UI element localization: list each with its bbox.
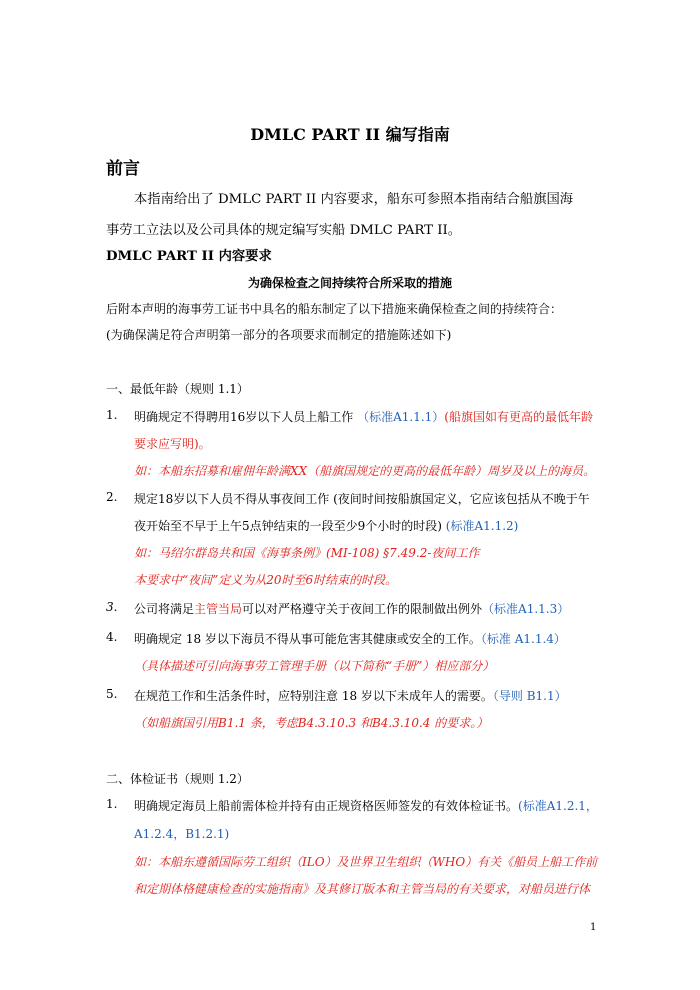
- s2-item-1-example-1: 如：本船东遵循国际劳工组织（ILO）及世界卫生组织（WHO）有关《船员上船工作前: [134, 855, 598, 869]
- s1-item-2-ref: (标准A1.1.2): [441, 519, 519, 533]
- page-number: 1: [590, 922, 597, 933]
- preface-line-1: 本指南给出了 DMLC PART II 内容要求，船东可参照本指南结合船旗国海: [134, 192, 574, 207]
- s1-item-4-text: 明确规定 18 岁以下海员不得从事可能危害其健康或安全的工作。: [134, 632, 481, 646]
- intro-line-1: 后附本声明的海事劳工证书中具名的船东制定了以下措施来确保检查之间的持续符合：: [106, 302, 563, 316]
- section-2-heading: 二、体检证书（规则 1.2）: [106, 772, 249, 786]
- s1-item-1-note-1: (船旗国如有更高的最低年龄: [444, 410, 593, 424]
- intro-line-2: (为确保满足符合声明第一部分的各项要求而制定的措施陈述如下): [106, 328, 452, 342]
- preface-heading: 前言: [106, 159, 140, 179]
- s1-item-5-text: 在规范工作和生活条件时，应特别注意 18 岁以下未成年人的需要。: [134, 689, 493, 703]
- s1-item-2-text-2: 夜开始至不早于上午5点钟结束的一段至少9个小时的时段): [134, 519, 442, 533]
- s1-item-4-line: [134, 630, 566, 647]
- s1-item-3-ref: （标准A1.1.3）: [482, 602, 570, 616]
- s2-item-1-example-2: 和定期体格健康检查的实施指南》及其修订版本和主管当局的有关要求，对船员进行体: [134, 882, 591, 896]
- s1-item-1-ref: （标准A1.1.1）: [357, 410, 445, 424]
- s1-item-3-line: [134, 600, 569, 617]
- measures-heading: 为确保检查之间持续符合所采取的措施: [247, 276, 452, 290]
- s1-item-1-example: 如：本船东招募和雇佣年龄满XX（船旗国规定的更高的最低年龄）周岁及以上的海员。: [134, 464, 596, 478]
- s1-item-1-number: 1.: [106, 408, 118, 422]
- s1-item-2-line-2: [134, 517, 518, 534]
- s2-item-1-line-1: [134, 797, 598, 814]
- s1-item-2-line-1: 规定18岁以下人员不得从事夜间工作 (夜间时间按船旗国定义，它应该包括从不晚于午: [134, 492, 590, 506]
- s1-item-5-ref: （导则 B1.1）: [492, 689, 567, 703]
- preface-line-2: 事劳工立法以及公司具体的规定编写实船 DMLC PART II。: [106, 223, 462, 238]
- s1-item-4-number: 4.: [106, 630, 118, 644]
- s2-item-1-number: 1.: [106, 797, 118, 811]
- s1-item-3-text-b: 可以对严格遵守关于夜间工作的限制做出例外: [242, 602, 483, 616]
- s1-item-5-note: （如船旗国引用B1.1 条，考虑B4.3.10.3 和B4.3.10.4 的要求。）: [134, 716, 489, 730]
- s2-item-1-ref-1: (标准A1.2.1，: [518, 799, 598, 813]
- s1-item-3-text-a: 公司将满足: [134, 602, 195, 616]
- s2-item-1-ref-2: A1.2.4，B1.2.1): [134, 827, 230, 841]
- s1-item-5-number: 5.: [106, 687, 118, 701]
- s1-item-2-number: 2.: [106, 490, 118, 504]
- s1-item-3-authority: 主管当局: [194, 602, 243, 616]
- s1-item-1-line-1: [134, 408, 593, 425]
- document-title: DMLC PART II 编写指南: [250, 125, 450, 144]
- s1-item-3-number: 3.: [106, 600, 118, 614]
- s1-item-4-note: （具体描述可引向海事劳工管理手册（以下简称“手册”）相应部分）: [134, 659, 495, 673]
- section-1-heading: 一、最低年龄（规则 1.1）: [106, 382, 249, 396]
- content-heading: DMLC PART II 内容要求: [106, 249, 272, 264]
- s1-item-5-line: [134, 687, 567, 704]
- s1-item-2-example-2: 本要求中“夜间”定义为从20时至6时结束的时段。: [134, 573, 398, 587]
- s1-item-2-example-1: 如：马绍尔群岛共和国《海事条例》(MI-108) §7.49.2-夜间工作: [134, 546, 480, 560]
- s1-item-1-note-2: 要求应写明)。: [134, 437, 211, 451]
- s1-item-1-text: 明确规定不得聘用16岁以下人员上船工作: [134, 410, 358, 424]
- s2-item-1-text: 明确规定海员上船前需体检并持有由正规资格医师签发的有效体检证书。: [134, 799, 519, 813]
- s1-item-4-ref: （标准 A1.1.4）: [480, 632, 566, 646]
